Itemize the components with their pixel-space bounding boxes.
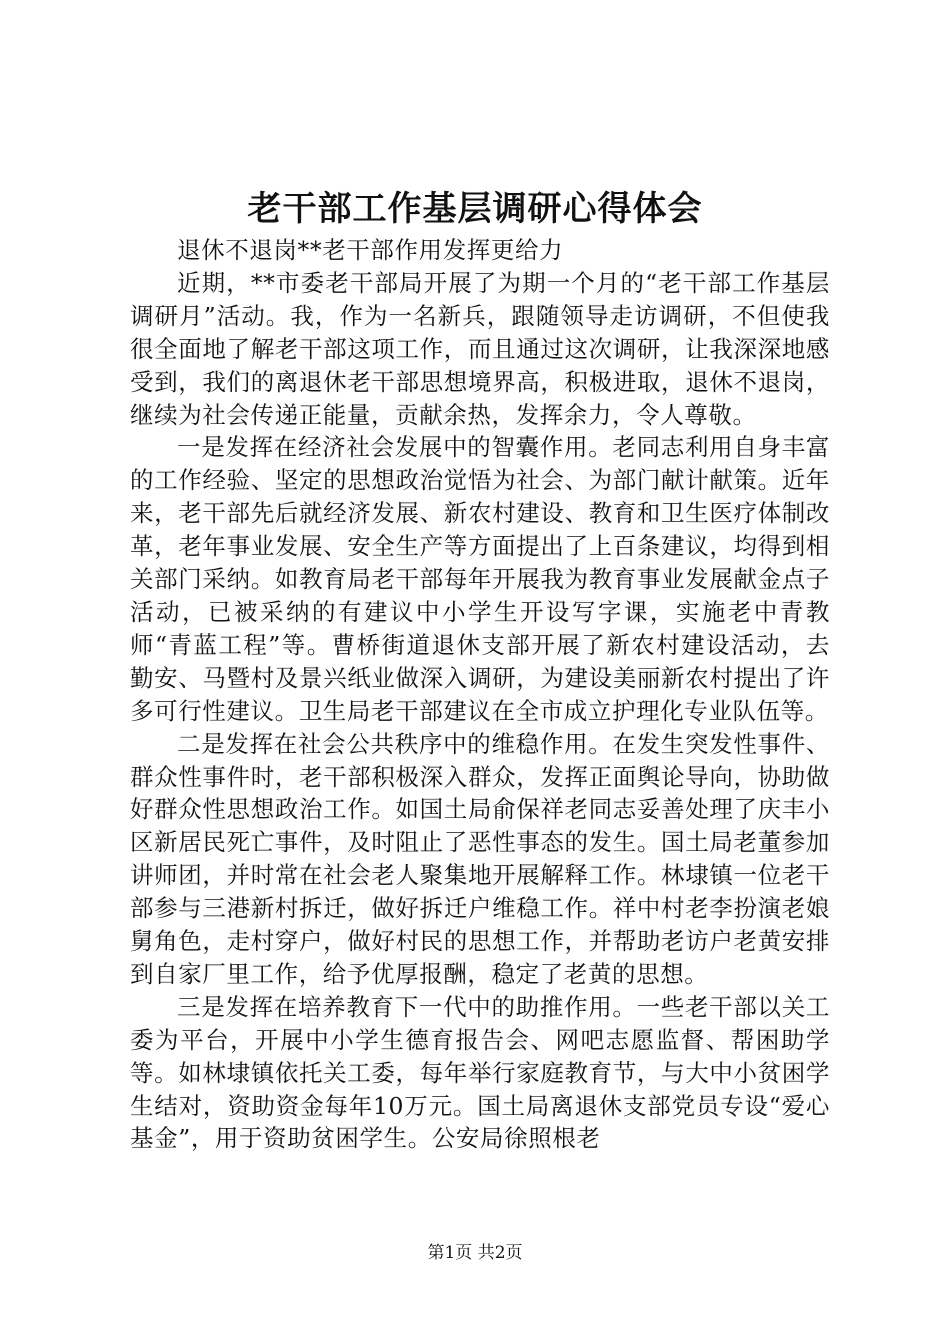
intro-paragraph: 近期，**市委老干部局开展了为期一个月的“老干部工作基层调研月”活动。我，作为一名新兵，跟随领导走访调研，不但使我很全面地了解老干部这项工作，而且通过这次调研，让我深深地感受到，我们的离退休老干部思想境界高，积极进取，退休不退岗，继续为社会传递正能量，贡献余热，发挥余力，令人尊敬。 — [130, 268, 830, 429]
page-number-footer: 第1页 共2页 — [427, 1243, 523, 1263]
point-two-paragraph: 二是发挥在社会公共秩序中的维稳作用。在发生突发性事件、群众性事件时，老干部积极深入群众，发挥正面舆论导向，协助做好群众性思想政治工作。如国土局俞保祥老同志妥善处理了庆丰小区新居民死亡事件，及时阻止了恶性事态的发生。国土局老董参加讲师团，并时常在社会老人聚集地开展解释工作。林埭镇一位老干部参与三港新村拆迁，做好拆迁户维稳工作。祥中村老李扮演老娘舅角色，走村穿户，做好村民的思想工作，并帮助老访户老黄安排到自家厂里工作，给予优厚报酬，稳定了老黄的思想。 — [130, 729, 830, 988]
document-body — [130, 234, 830, 1155]
subtitle-paragraph: 退休不退岗**老干部作用发挥更给力 — [177, 236, 564, 264]
document-title: 老干部工作基层调研心得体会 — [247, 189, 703, 229]
point-one-paragraph: 一是发挥在经济社会发展中的智囊作用。老同志利用自身丰富的工作经验、坚定的思想政治觉悟为社会、为部门献计献策。近年来，老干部先后就经济发展、新农村建设、教育和卫生医疗体制改革，老年事业发展、安全生产等方面提出了上百条建议，均得到相关部门采纳。如教育局老干部每年开展我为教育事业发展献金点子活动，已被采纳的有建议中小学生开设写字课，实施老中青教师“青蓝工程”等。曹桥街道退休支部开展了新农村建设活动，去勤安、马暨村及景兴纸业做深入调研，为建设美丽新农村提出了许多可行性建议。卫生局老干部建议在全市成立护理化专业队伍等。 — [130, 433, 830, 725]
point-three-paragraph: 三是发挥在培养教育下一代中的助推作用。一些老干部以关工委为平台，开展中小学生德育报告会、网吧志愿监督、帮困助学等。如林埭镇依托关工委，每年举行家庭教育节，与大中小贫困学生结对，资助资金每年10万元。国土局离退休支部党员专设“爱心基金”，用于资助贫困学生。公安局徐照根老 — [130, 992, 830, 1153]
